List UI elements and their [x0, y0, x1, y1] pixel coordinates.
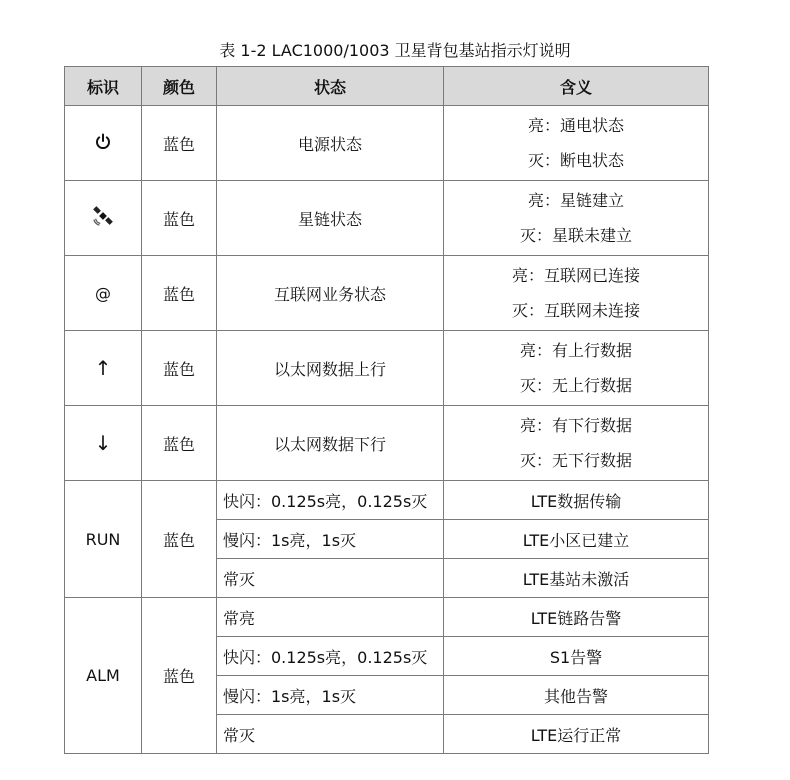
state-cell: 快闪：0.125s亮，0.125s灭: [217, 481, 444, 520]
state-cell: 以太网数据下行: [217, 406, 444, 481]
meaning-on: 亮：互联网已连接: [511, 266, 640, 285]
meaning-cell: 其他告警: [444, 676, 709, 715]
state-cell: 慢闪：1s亮，1s灭: [217, 520, 444, 559]
meaning-on: 亮：有下行数据: [519, 416, 632, 435]
meaning-cell: LTE运行正常: [444, 715, 709, 754]
table-row: [65, 406, 709, 481]
table-row: [65, 256, 709, 331]
table-row: [65, 106, 709, 181]
header-state: 状态: [217, 67, 444, 106]
meaning-off: 灭：无上行数据: [519, 376, 632, 395]
meaning-cell: S1告警: [444, 637, 709, 676]
state-cell: 常亮: [217, 598, 444, 637]
state-cell: 常灭: [217, 715, 444, 754]
arrow-up-icon: ↑: [65, 331, 142, 406]
state-cell: 常灭: [217, 559, 444, 598]
satellite-icon: [92, 205, 114, 227]
run-label: RUN: [65, 481, 142, 598]
power-icon: [92, 131, 114, 153]
indicator-table: [64, 66, 709, 754]
state-cell: 星链状态: [217, 181, 444, 256]
meaning-cell: LTE基站未激活: [444, 559, 709, 598]
meaning-off: 灭：无下行数据: [519, 451, 632, 470]
table-row: [65, 331, 709, 406]
meaning-cell: LTE数据传输: [444, 481, 709, 520]
table-caption: 表 1-2 LAC1000/1003 卫星背包基站指示灯说明: [219, 41, 571, 60]
state-cell: 互联网业务状态: [217, 256, 444, 331]
state-cell: 快闪：0.125s亮，0.125s灭: [217, 637, 444, 676]
alm-label: ALM: [65, 598, 142, 754]
color-cell: 蓝色: [142, 256, 217, 331]
table-row: [65, 598, 709, 637]
meaning-on: 亮：通电状态: [527, 116, 624, 135]
color-cell: 蓝色: [142, 406, 217, 481]
header-label: 标识: [65, 67, 142, 106]
color-cell: 蓝色: [142, 481, 217, 598]
arrow-down-icon: ↓: [65, 406, 142, 481]
color-cell: 蓝色: [142, 106, 217, 181]
meaning-off: 灭：互联网未连接: [511, 301, 640, 320]
header-row: [65, 67, 709, 106]
state-cell: 慢闪：1s亮，1s灭: [217, 676, 444, 715]
meaning-off: 灭：星联未建立: [519, 226, 632, 245]
table-row: [65, 181, 709, 256]
state-cell: 以太网数据上行: [217, 331, 444, 406]
table-row: [65, 481, 709, 520]
meaning-cell: LTE小区已建立: [444, 520, 709, 559]
state-cell: 电源状态: [217, 106, 444, 181]
meaning-cell: LTE链路告警: [444, 598, 709, 637]
header-color: 颜色: [142, 67, 217, 106]
meaning-on: 亮：星链建立: [527, 191, 624, 210]
meaning-off: 灭：断电状态: [527, 151, 624, 170]
meaning-on: 亮：有上行数据: [519, 341, 632, 360]
at-icon: @: [65, 256, 142, 331]
header-meaning: 含义: [444, 67, 709, 106]
color-cell: 蓝色: [142, 331, 217, 406]
color-cell: 蓝色: [142, 181, 217, 256]
color-cell: 蓝色: [142, 598, 217, 754]
